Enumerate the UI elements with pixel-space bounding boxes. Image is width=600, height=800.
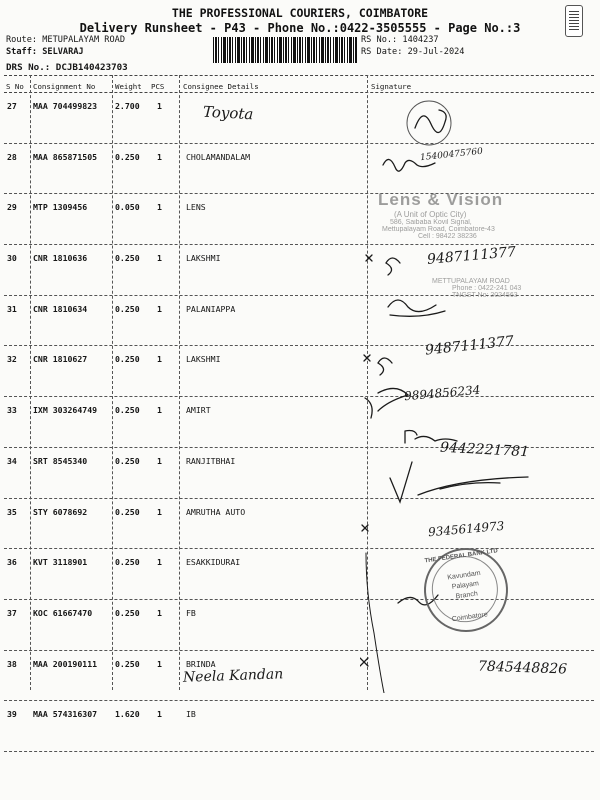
stamp-line: (A Unit of Optic City) <box>394 210 467 219</box>
consignment-no: MTP 1309456 <box>33 202 88 213</box>
sno: 30 <box>7 253 17 264</box>
stamp-line: TNGST No: 2024563 <box>452 292 518 299</box>
sno: 39 <box>7 709 17 720</box>
consignee: LAKSHMI <box>186 354 221 365</box>
consignment-no: MAA 200190111 <box>33 658 98 669</box>
weight: 0.250 <box>115 506 140 517</box>
handwritten-phone: 7845448826 <box>477 658 568 678</box>
col-signature: Signature <box>371 82 412 91</box>
stamp-line: Phone : 0422-241 043 <box>452 285 522 292</box>
pcs: 1 <box>157 354 162 365</box>
stamp-line: 586, Saibaba Kovil Signal, <box>390 219 472 226</box>
weight: 1.620 <box>115 709 140 720</box>
header-rule <box>4 75 594 76</box>
seal-bank-name: THE FEDERAL BANK LTD <box>424 548 499 565</box>
weight: 0.250 <box>115 354 140 365</box>
pcs: 1 <box>157 405 162 416</box>
pcs: 1 <box>157 101 162 111</box>
stamp-line: Cell : 98422 38236 <box>418 233 477 240</box>
consignment-no: CNR 1810627 <box>33 354 88 365</box>
pcs: 1 <box>157 557 162 568</box>
pcs: 1 <box>157 303 162 314</box>
consignee: IB <box>186 709 196 720</box>
weight: 0.250 <box>115 658 140 669</box>
consignee: LENS <box>186 202 206 213</box>
handwritten-phone: 9487111377 <box>426 244 517 268</box>
seal-line: Kavundam <box>446 569 482 582</box>
consignee: PALANIAPPA <box>186 303 236 314</box>
pcs: 1 <box>157 202 162 213</box>
consignment-no: CNR 1810634 <box>33 303 88 314</box>
page-marker-icon <box>565 5 583 37</box>
pcs: 1 <box>157 455 162 466</box>
stamp-title: Lens & Vision <box>378 190 504 209</box>
weight: 0.250 <box>115 405 140 416</box>
staff-label: Staff: SELVARAJ <box>6 47 84 57</box>
consignee: AMRUTHA AUTO <box>186 506 246 517</box>
weight: 0.250 <box>115 455 140 466</box>
sno: 37 <box>7 607 17 618</box>
palaniappa-stamp <box>402 278 562 322</box>
stamp-line: METTUPALAYAM ROAD <box>432 278 510 285</box>
consignee: RANJITBHAI <box>186 455 236 466</box>
col-consignment: Consignment No <box>33 82 96 91</box>
drs-number: DRS No.: DCJB140423703 <box>6 62 128 73</box>
sno: 36 <box>7 557 17 568</box>
route-label: Route: METUPALAYAM ROAD <box>6 35 125 45</box>
handwritten-phone: 9345614973 <box>427 518 505 540</box>
lens-vision-stamp <box>378 190 558 250</box>
col-pcs: PCS <box>151 82 165 91</box>
consignee: AMIRT <box>186 405 211 416</box>
consignment-no: KOC 61667470 <box>33 607 93 618</box>
consignee: LAKSHMI <box>186 253 221 264</box>
consignee: ESAKKIDURAI <box>186 557 241 568</box>
consignment-no: MAA 704499823 <box>33 101 98 111</box>
handwritten-phone: 9894856234 <box>403 382 481 404</box>
weight: 0.250 <box>115 557 140 568</box>
pcs: 1 <box>157 253 162 264</box>
rs-number: RS No.: 1404237 <box>361 35 439 45</box>
weight: 0.250 <box>115 607 140 618</box>
handwritten-phone: 9487111377 <box>424 333 515 359</box>
consignment-no: STY 6078692 <box>33 506 88 517</box>
weight: 0.250 <box>115 303 140 314</box>
weight: 0.050 <box>115 202 140 213</box>
consignment-no: KVT 3118901 <box>33 557 88 568</box>
consignment-no: MAA 574316307 <box>33 709 98 720</box>
weight: 0.250 <box>115 253 140 264</box>
handwritten-phone: 15400475760 <box>419 146 484 164</box>
pcs: 1 <box>157 709 162 720</box>
seal-line: Branch <box>455 590 479 601</box>
consignee: CHOLAMANDALAM <box>186 151 251 162</box>
stamp-line: Mettupalayam Road, Coimbatore-43 <box>382 226 495 233</box>
sno: 29 <box>7 202 17 213</box>
sno: 34 <box>7 455 17 466</box>
sno: 33 <box>7 405 17 416</box>
handwritten-name: Neela Kandan <box>182 666 284 686</box>
seal-line: Palayam <box>451 580 480 591</box>
pcs: 1 <box>157 151 162 162</box>
sno: 32 <box>7 354 17 365</box>
sno: 31 <box>7 303 17 314</box>
handwritten-toyota: Toyota <box>202 102 254 124</box>
consignment-no: CNR 1810636 <box>33 253 88 264</box>
pcs: 1 <box>157 506 162 517</box>
col-weight: Weight <box>115 82 142 91</box>
pcs: 1 <box>157 658 162 669</box>
consignment-no: MAA 865871505 <box>33 151 98 162</box>
rs-date: RS Date: 29-Jul-2024 <box>361 47 465 57</box>
table-row <box>0 701 600 752</box>
seal-line: Coimbatore <box>451 611 489 624</box>
consignment-no: IXM 303264749 <box>33 405 98 416</box>
sno: 28 <box>7 151 17 162</box>
runsheet-subtitle: Delivery Runsheet - P43 - Phone No.:0422-3505555 - Page No.:3 <box>79 21 521 35</box>
company-title: THE PROFESSIONAL COURIERS, COIMBATORE <box>171 6 429 20</box>
handwritten-phone: 9442221781 <box>439 439 530 461</box>
consignment-no: SRT 8545340 <box>33 455 88 466</box>
col-consignee: Consignee Details <box>183 82 259 91</box>
weight: 2.700 <box>115 101 140 111</box>
weight: 0.250 <box>115 151 140 162</box>
consignee: BRINDA <box>186 658 216 669</box>
sno: 35 <box>7 506 17 517</box>
sno: 38 <box>7 658 17 669</box>
barcode <box>213 37 357 63</box>
sno: 27 <box>7 101 17 111</box>
pcs: 1 <box>157 607 162 618</box>
col-sno: S No <box>6 82 24 91</box>
consignee: FB <box>186 607 196 618</box>
